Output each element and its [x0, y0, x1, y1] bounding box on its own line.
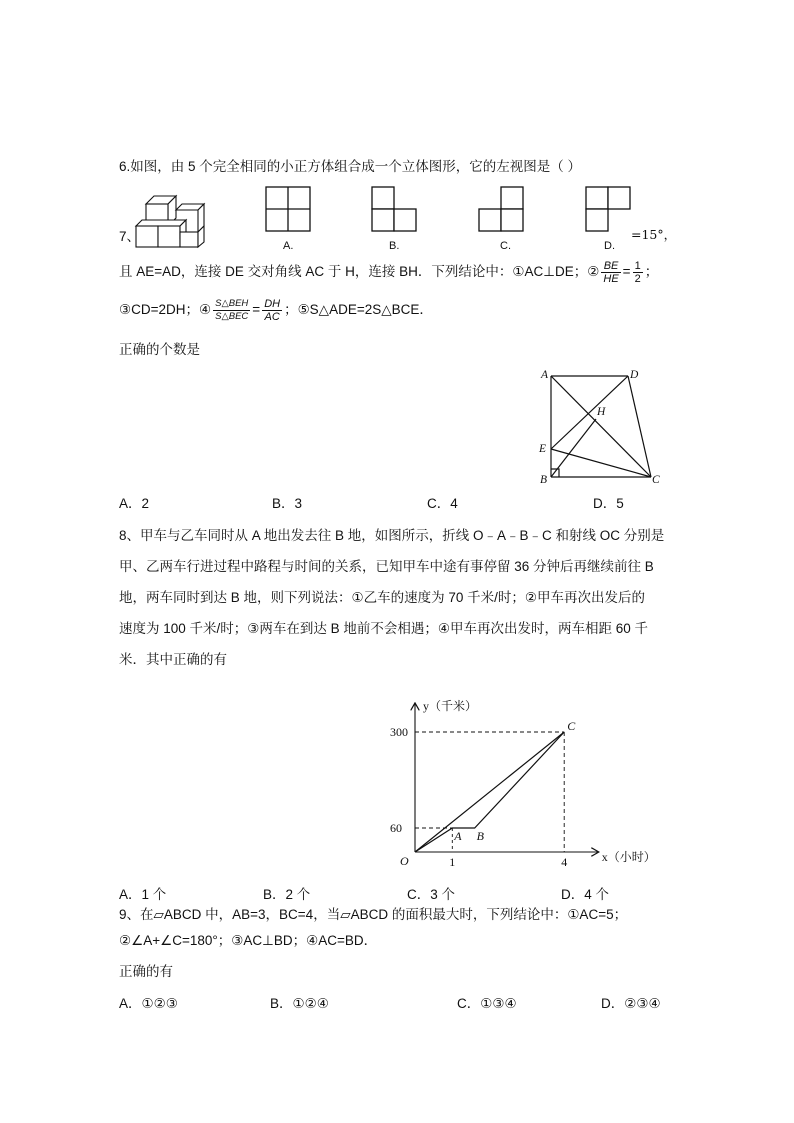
- q6-option-b-figure: [371, 186, 417, 232]
- q9-line2: ②∠A+∠C=180°；③AC⊥BD；④AC=BD．: [119, 933, 378, 948]
- q6-option-b[interactable]: B.: [389, 240, 400, 252]
- q7-frac4-num: DH: [264, 297, 281, 310]
- q9-prompt: 正确的有: [119, 964, 173, 979]
- q6-option-a[interactable]: A.: [283, 240, 294, 252]
- q7-line3-text: ③CD=2DH；④: [119, 302, 212, 317]
- q7-geometry-figure: [530, 364, 670, 490]
- q7-frac2-num: 1: [634, 259, 641, 272]
- q7-label-h: H: [597, 406, 606, 418]
- q7-prompt: 正确的个数是: [119, 342, 200, 357]
- q9-option-c[interactable]: C．①③④: [457, 996, 517, 1011]
- q6-option-c[interactable]: C.: [500, 240, 511, 252]
- q7-frac-half: [633, 260, 643, 285]
- x-axis-label: x（小时）: [601, 850, 656, 864]
- q8-option-b[interactable]: B．2 个: [263, 887, 311, 902]
- q7-line3-tail: ；⑤S△ADE=2S△BCE．: [284, 302, 433, 317]
- q9-line1: 9、在▱ABCD 中，AB=3，BC=4，当▱ABCD 的面积最大时，下列结论中：①AC=5；: [119, 907, 628, 922]
- point-label-B: B: [476, 829, 485, 843]
- series-line-1: [415, 732, 564, 852]
- q7-line3: [119, 295, 433, 325]
- q8-line4: 速度为 100 千米/时；③两车在到达 B 地前不会相遇；④甲车再次出发时，两车相距 60 千: [119, 621, 649, 636]
- q7-frac1-den: HE: [603, 272, 619, 285]
- q7-semi: ；: [644, 264, 659, 279]
- q8-option-c[interactable]: C．3 个: [407, 887, 456, 902]
- q7-label-e: E: [539, 443, 547, 455]
- q7-option-c[interactable]: C．4: [427, 496, 458, 511]
- y-tick-60: 60: [390, 821, 402, 835]
- y-tick-300: 300: [390, 725, 408, 739]
- q6-option-c-figure: [478, 186, 524, 232]
- q8-line5: 米．其中正确的有: [119, 652, 227, 667]
- point-label-C: C: [567, 719, 576, 733]
- q7-tail: =15°，: [631, 227, 677, 242]
- q7-frac4-den: AC: [264, 310, 280, 323]
- q8-option-a[interactable]: A．1 个: [119, 887, 167, 902]
- q9-option-a[interactable]: A．①②③: [119, 996, 178, 1011]
- q7-frac-area: [213, 298, 250, 323]
- q6-text: 6.如图，由 5 个完全相同的小正方体组合成一个立体图形，它的左视图是（ ）: [119, 159, 582, 174]
- q7-label-a: A: [541, 369, 549, 381]
- q7-frac3-den: S△BEC: [215, 310, 249, 322]
- q6-option-a-figure: [265, 186, 311, 232]
- q7-option-b[interactable]: B．3: [272, 496, 303, 511]
- q7-line2-text: 且 AE=AD，连接 DE 交对角线 AC 于 H，连接 BH．下列结论中：①AC⊥DE；②: [119, 264, 600, 279]
- q7-line2: [119, 258, 658, 286]
- y-axis-label: y（千米）: [423, 699, 478, 713]
- q9-option-b[interactable]: B．①②④: [270, 996, 329, 1011]
- q8-line3: 地，两车同时到达 B 地，则下列说法：①乙车的速度为 70 千米/时；②甲车再次出发后的: [119, 590, 645, 605]
- x-tick-1: 1: [449, 855, 456, 869]
- q6-cube-figure: [134, 192, 214, 250]
- q8-line2: 甲、乙两车行进过程中路程与时间的关系，已知甲车中途有事停留 36 分钟后再继续前往 B: [119, 559, 654, 574]
- q7-label-b: B: [540, 474, 548, 486]
- q7-frac3-num: S△BEH: [215, 297, 249, 309]
- point-label-A: A: [454, 829, 462, 843]
- q8-line1: 8、甲车与乙车同时从 A 地出发去往 B 地，如图所示，折线 O﹣A﹣B﹣C 和射线 OC 分别是: [119, 528, 665, 543]
- q6-option-d-figure: [585, 186, 631, 232]
- q7-option-d[interactable]: D．5: [593, 496, 624, 511]
- q7-option-a[interactable]: A．2: [119, 496, 150, 511]
- x-tick-4: 4: [561, 855, 568, 869]
- q7-number: 7、: [119, 229, 141, 244]
- q7-frac-be-he: [601, 260, 620, 285]
- origin-label: O: [400, 854, 409, 868]
- q7-eq2: =: [252, 302, 261, 317]
- q8-option-d[interactable]: D．4 个: [561, 887, 610, 902]
- q8-distance-time-chart: [380, 685, 680, 875]
- q7-eq: =: [622, 264, 631, 279]
- q7-frac-dh-ac: [262, 298, 282, 323]
- q7-frac1-num: BE: [601, 260, 620, 273]
- q7-label-d: D: [630, 369, 639, 381]
- q9-option-d[interactable]: D．②③④: [601, 996, 661, 1011]
- q6-option-d[interactable]: D.: [604, 240, 615, 252]
- q7-frac2-den: 2: [634, 272, 641, 285]
- q7-label-c: C: [652, 474, 660, 486]
